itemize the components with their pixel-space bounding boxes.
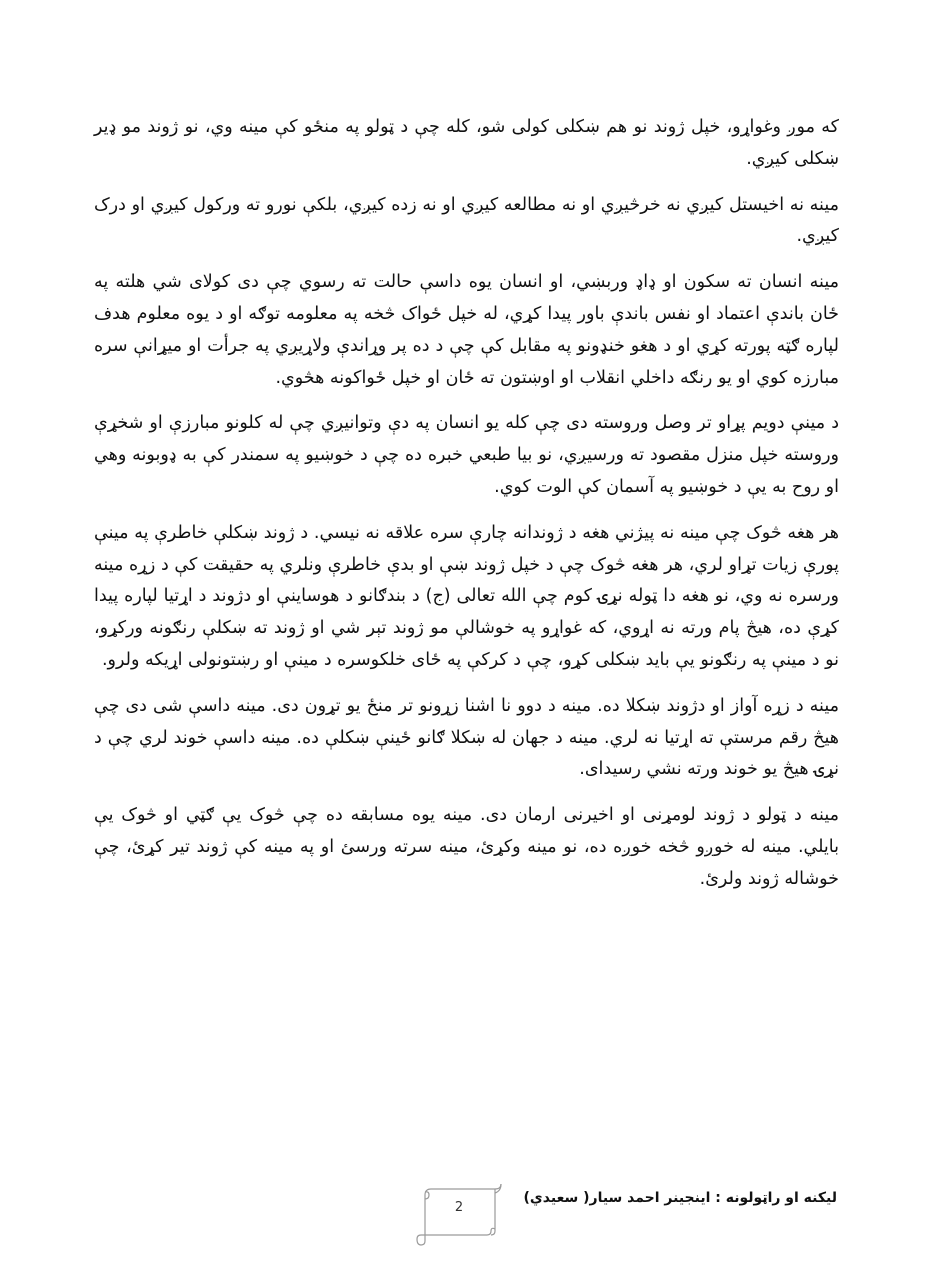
paragraph: مینه نه اخیستل کیږي نه خرڅیږي او نه مطالعه کیږي او نه زده کیږي، بلکې نورو ته ورکول کیږي او درک کیږي. bbox=[94, 194, 839, 247]
paragraph: مینه انسان ته سکون او ډاډ وربښي، او انسان یوه داسې حالت ته رسوي چې دی کولای شي هلته په ځان باندې اعتماد او نفس باندې باور پیدا کړي، له خپل ځواک څخه په معلومه توګه او د یوه معلوم هدف لپاره ګټه پورته کړي او د هغو خنډونو په مقابل کې چې د ده پر وړاندې ولاړیږي په جرأت او میړانې سره مبارزه کوي او یو رنګه داخلي انقلاب او اوښتون ته ځان او خپل ځواکونه هڅوي. bbox=[94, 272, 839, 388]
paragraph: مینه د ټولو د ژوند لومړنی او اخیرنی ارمان دی. مینه یوه مسابقه ده چې څوک یې ګټي او څوک یې بایلي. مینه له خوږو څخه خوږه ده، نو مینه وکړئ، مینه سرته ورسئ او په مینه کې ژوند تیر کړئ، چې خوشاله ژوند ولرئ. bbox=[94, 805, 839, 889]
page-number-scroll-ornament bbox=[415, 1181, 503, 1247]
paragraph: مینه د زړه آواز او دژوند ښکلا ده. مینه د دوو نا اشنا زړونو تر منځ یو تړون دی. مینه داسې شی دی چې هیڅ رقم مرستې ته اړتیا نه لري. مینه د جهان له ښکلا ګانو ځینې ښکلې ده. مینه داسې خوند لري چې د نړۍ هیڅ یو خوند ورته نشي رسیدای. bbox=[94, 695, 839, 780]
paragraph: د مینې دویم پړاو تر وصل وروسته دی چې کله یو انسان په دې وتوانیږي چې له کلونو مبارزې او شخړې وروسته خپل منزل مقصود ته ورسیږي، نو بیا طبعي خبره ده چې د خوښیو په سمندر کې به ډوبونه وهي او روح به یې د خوښیو په آسمان کې الوت کوي. bbox=[94, 413, 839, 497]
paragraph: هر هغه څوک چې مینه نه پیژني هغه د ژوندانه چارې سره علاقه نه نیسي. د ژوند ښکلې خاطرې په مینې پورې زیات تړاو لري، هر هغه څوک چې د خپل ژوند ښې او بدې خاطرې ونلري په حقیقت کې د زړه مینه ورسره نه وي، نو هغه دا ټوله نړۍ کوم چې الله تعالی (ج) د بندګانو د هوساینې او دژوند د اړتیا لپاره پیدا کړې ده، هیڅ پام ورته نه اړوي، که غواړو په خوشالې مو ژوند تېر شي او ژوند ته ښکلې رنګونه ورکړو، نو د مینې په رنګونو یې باید ښکلی کړو، چې د کرکې په ځای خلکوسره د مینې او رښتونولی اړیکه ولرو. bbox=[94, 522, 839, 670]
paragraph: که موږ وغواړو، خپل ژوند نو هم ښکلی کولی شو، کله چې د ټولو په منځو کې مینه وي، نو ژوند مو ډیر ښکلی کیږي. bbox=[94, 117, 839, 169]
footer-author-credit: ليکنه او راټولونه : اينجينر احمد سيار( سعيدي) bbox=[523, 1190, 837, 1206]
body-text bbox=[94, 112, 839, 910]
page-number: 2 bbox=[454, 1200, 464, 1215]
